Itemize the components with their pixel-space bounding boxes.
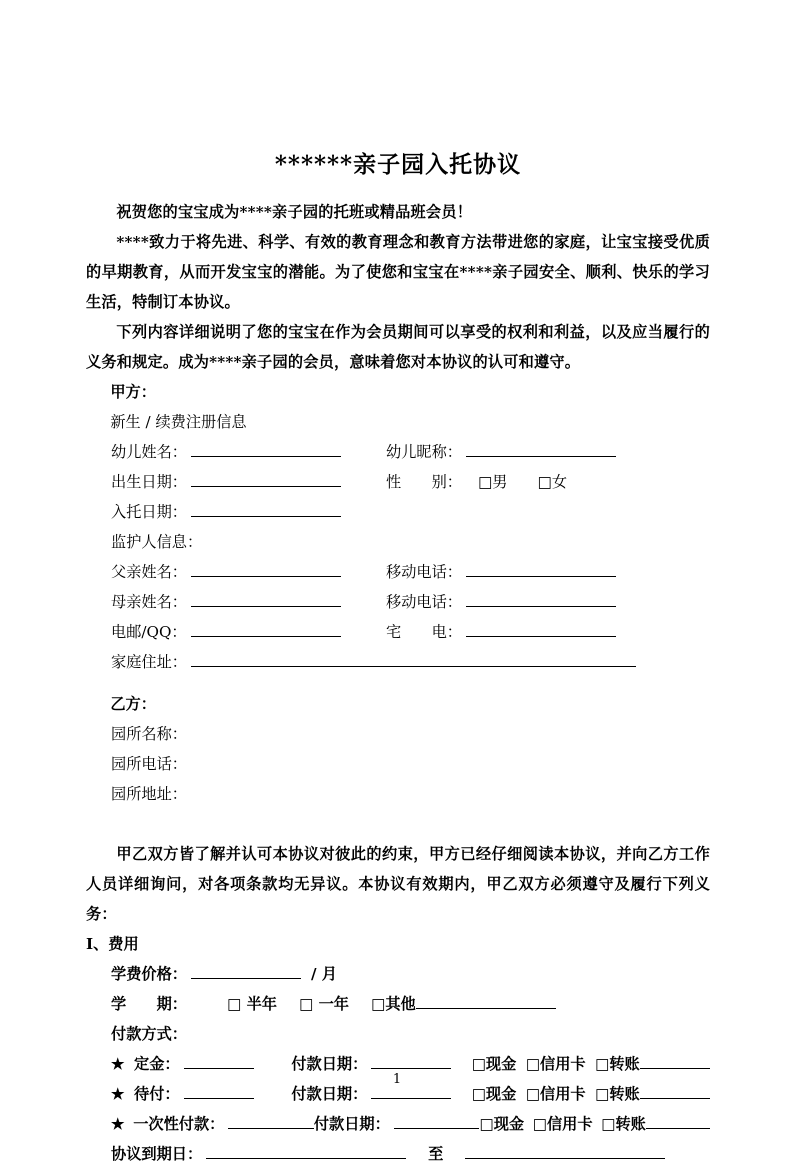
email-qq-input[interactable] bbox=[191, 621, 341, 637]
birth-date-input[interactable] bbox=[191, 471, 341, 487]
field-child-nickname bbox=[386, 437, 616, 467]
deposit-date-label: 付款日期： bbox=[291, 1054, 368, 1073]
pending-transfer-checkbox[interactable]: □转账 bbox=[594, 1084, 640, 1103]
mother-name-input[interactable] bbox=[191, 591, 341, 607]
lumpsum-credit-checkbox[interactable]: □信用卡 bbox=[532, 1114, 593, 1133]
form-row-center-address bbox=[86, 779, 710, 809]
deposit-star-icon: ★ bbox=[111, 1054, 125, 1073]
lumpsum-transfer-checkbox[interactable]: □转账 bbox=[601, 1114, 646, 1133]
lumpsum-transfer-input[interactable] bbox=[646, 1113, 710, 1129]
field-home-phone bbox=[386, 617, 616, 647]
payment-method-label: 付款方式： bbox=[111, 1024, 187, 1043]
field-child-name bbox=[111, 437, 341, 467]
gender-label: 性 别： bbox=[386, 472, 462, 491]
party-b-heading: 乙方： bbox=[110, 694, 156, 713]
form-row-mother bbox=[86, 587, 710, 617]
form-row-center-phone bbox=[86, 749, 710, 779]
field-father-name bbox=[111, 557, 341, 587]
father-name-input[interactable] bbox=[191, 561, 341, 577]
child-name-input[interactable] bbox=[191, 441, 341, 457]
father-mobile-label: 移动电话： bbox=[386, 562, 462, 581]
form-row-father bbox=[86, 557, 710, 587]
deposit-label: 定金： bbox=[134, 1054, 180, 1073]
tuition-input[interactable] bbox=[191, 963, 301, 979]
lumpsum-date-label: 付款日期： bbox=[313, 1114, 390, 1133]
father-mobile-input[interactable] bbox=[466, 561, 616, 577]
gender-female-checkbox[interactable]: □女 bbox=[537, 472, 568, 491]
pending-label: 待付： bbox=[134, 1084, 180, 1103]
lumpsum-star-icon: ★ bbox=[111, 1114, 125, 1133]
tuition-unit-label: / 月 bbox=[310, 964, 337, 983]
expiry-to-label: 至 bbox=[428, 1144, 444, 1163]
field-enroll-date bbox=[111, 497, 341, 527]
form-row-birth-gender bbox=[86, 467, 710, 497]
intro-paragraph-2: 下列内容详细说明了您的宝宝在作为会员期间可以享受的权利和利益，以及应当履行的义务和规定。成为****亲子园的会员，意味着您对本协议的认可和遵守。 bbox=[86, 322, 710, 371]
mother-name-label: 母亲姓名： bbox=[111, 592, 187, 611]
pending-credit-checkbox[interactable]: □信用卡 bbox=[525, 1084, 586, 1103]
form-row-payment-method bbox=[86, 1019, 710, 1049]
email-qq-label: 电邮/QQ： bbox=[111, 622, 187, 641]
form-row-lumpsum bbox=[86, 1109, 710, 1139]
field-guardian-heading bbox=[111, 527, 202, 557]
field-center-phone bbox=[111, 749, 187, 779]
intro-paragraph-1: ****致力于将先进、科学、有效的教育理念和教育方法带进您的家庭，让宝宝接受优质的早期教育，从而开发宝宝的潜能。为了使您和宝宝在****亲子园安全、顺利、快乐的学习生活，特制订本协议。 bbox=[86, 232, 710, 311]
pending-star-icon: ★ bbox=[111, 1084, 125, 1103]
page-number: 1 bbox=[392, 1072, 402, 1087]
center-name-label: 园所名称： bbox=[111, 724, 187, 743]
lumpsum-amount-input[interactable] bbox=[228, 1113, 314, 1129]
field-mother-mobile bbox=[386, 587, 616, 617]
pending-cash-checkbox[interactable]: □现金 bbox=[471, 1084, 517, 1103]
party-a-heading: 甲方： bbox=[110, 382, 156, 401]
center-phone-label: 园所电话： bbox=[111, 754, 187, 773]
birth-date-label: 出生日期： bbox=[111, 472, 187, 491]
form-row-term bbox=[86, 989, 710, 1019]
tuition-label: 学费价格： bbox=[111, 964, 187, 983]
field-center-name bbox=[111, 719, 187, 749]
document-content bbox=[86, 0, 710, 1169]
field-mother-name bbox=[111, 587, 341, 617]
greeting-paragraph: 祝贺您的宝宝成为****亲子园的托班或精品班会员！ bbox=[116, 202, 473, 221]
expiry-start-input[interactable] bbox=[206, 1143, 406, 1159]
registration-note: 新生 / 续费注册信息 bbox=[110, 412, 247, 431]
form-row-tuition bbox=[86, 959, 710, 989]
form-row-email-homephone bbox=[86, 617, 710, 647]
home-phone-label: 宅 电： bbox=[386, 622, 462, 641]
lumpsum-date-input[interactable] bbox=[394, 1113, 480, 1129]
pending-date-label: 付款日期： bbox=[291, 1084, 368, 1103]
home-address-input[interactable] bbox=[191, 651, 636, 667]
field-center-address bbox=[111, 779, 187, 809]
enroll-date-input[interactable] bbox=[191, 501, 341, 517]
home-phone-input[interactable] bbox=[466, 621, 616, 637]
deposit-date-input[interactable] bbox=[371, 1053, 451, 1069]
deposit-amount-input[interactable] bbox=[184, 1053, 254, 1069]
form-row-guardian-heading bbox=[86, 527, 710, 557]
expiry-label: 协议到期日： bbox=[111, 1144, 203, 1163]
expiry-end-input[interactable] bbox=[465, 1143, 665, 1159]
form-row-child-name bbox=[86, 437, 710, 467]
form-row-enroll-date bbox=[86, 497, 710, 527]
term-half-year-checkbox[interactable]: □ 半年 bbox=[226, 994, 277, 1013]
term-other-checkbox[interactable]: □其他 bbox=[370, 994, 416, 1013]
child-nickname-input[interactable] bbox=[466, 441, 616, 457]
form-row-center-name bbox=[86, 719, 710, 749]
guardian-heading-label: 监护人信息： bbox=[111, 532, 203, 551]
field-home-address bbox=[111, 647, 636, 677]
page-title: ******亲子园入托协议 bbox=[274, 151, 522, 178]
enroll-date-label: 入托日期： bbox=[111, 502, 187, 521]
deposit-transfer-input[interactable] bbox=[640, 1053, 710, 1069]
term-label: 学 期： bbox=[111, 994, 187, 1013]
mother-mobile-input[interactable] bbox=[466, 591, 616, 607]
lumpsum-cash-checkbox[interactable]: □现金 bbox=[479, 1114, 525, 1133]
deposit-transfer-checkbox[interactable]: □转账 bbox=[594, 1054, 640, 1073]
father-name-label: 父亲姓名： bbox=[111, 562, 187, 581]
center-address-label: 园所地址： bbox=[111, 784, 187, 803]
form-row-home-address bbox=[86, 647, 710, 677]
deposit-cash-checkbox[interactable]: □现金 bbox=[471, 1054, 517, 1073]
fees-section-heading: I、费用 bbox=[86, 934, 139, 953]
lumpsum-label: 一次性付款： bbox=[133, 1114, 225, 1133]
term-one-year-checkbox[interactable]: □ 一年 bbox=[298, 994, 349, 1013]
agreement-confirmation-paragraph: 甲乙双方皆了解并认可本协议对彼此的约束，甲方已经仔细阅读本协议，并向乙方工作人员详细询问，对各项条款均无异议。本协议有效期内，甲乙双方必须遵守及履行下列义务： bbox=[86, 844, 710, 923]
field-birth-date bbox=[111, 467, 341, 497]
term-other-input[interactable] bbox=[416, 993, 556, 1009]
gender-male-checkbox[interactable]: □男 bbox=[477, 472, 508, 491]
child-nickname-label: 幼儿昵称： bbox=[386, 442, 462, 461]
deposit-credit-checkbox[interactable]: □信用卡 bbox=[525, 1054, 586, 1073]
field-father-mobile bbox=[386, 557, 616, 587]
field-gender bbox=[386, 467, 567, 497]
form-row-expiry bbox=[86, 1139, 710, 1169]
child-name-label: 幼儿姓名： bbox=[111, 442, 187, 461]
mother-mobile-label: 移动电话： bbox=[386, 592, 462, 611]
home-address-label: 家庭住址： bbox=[111, 652, 187, 671]
field-email-qq bbox=[111, 617, 341, 647]
